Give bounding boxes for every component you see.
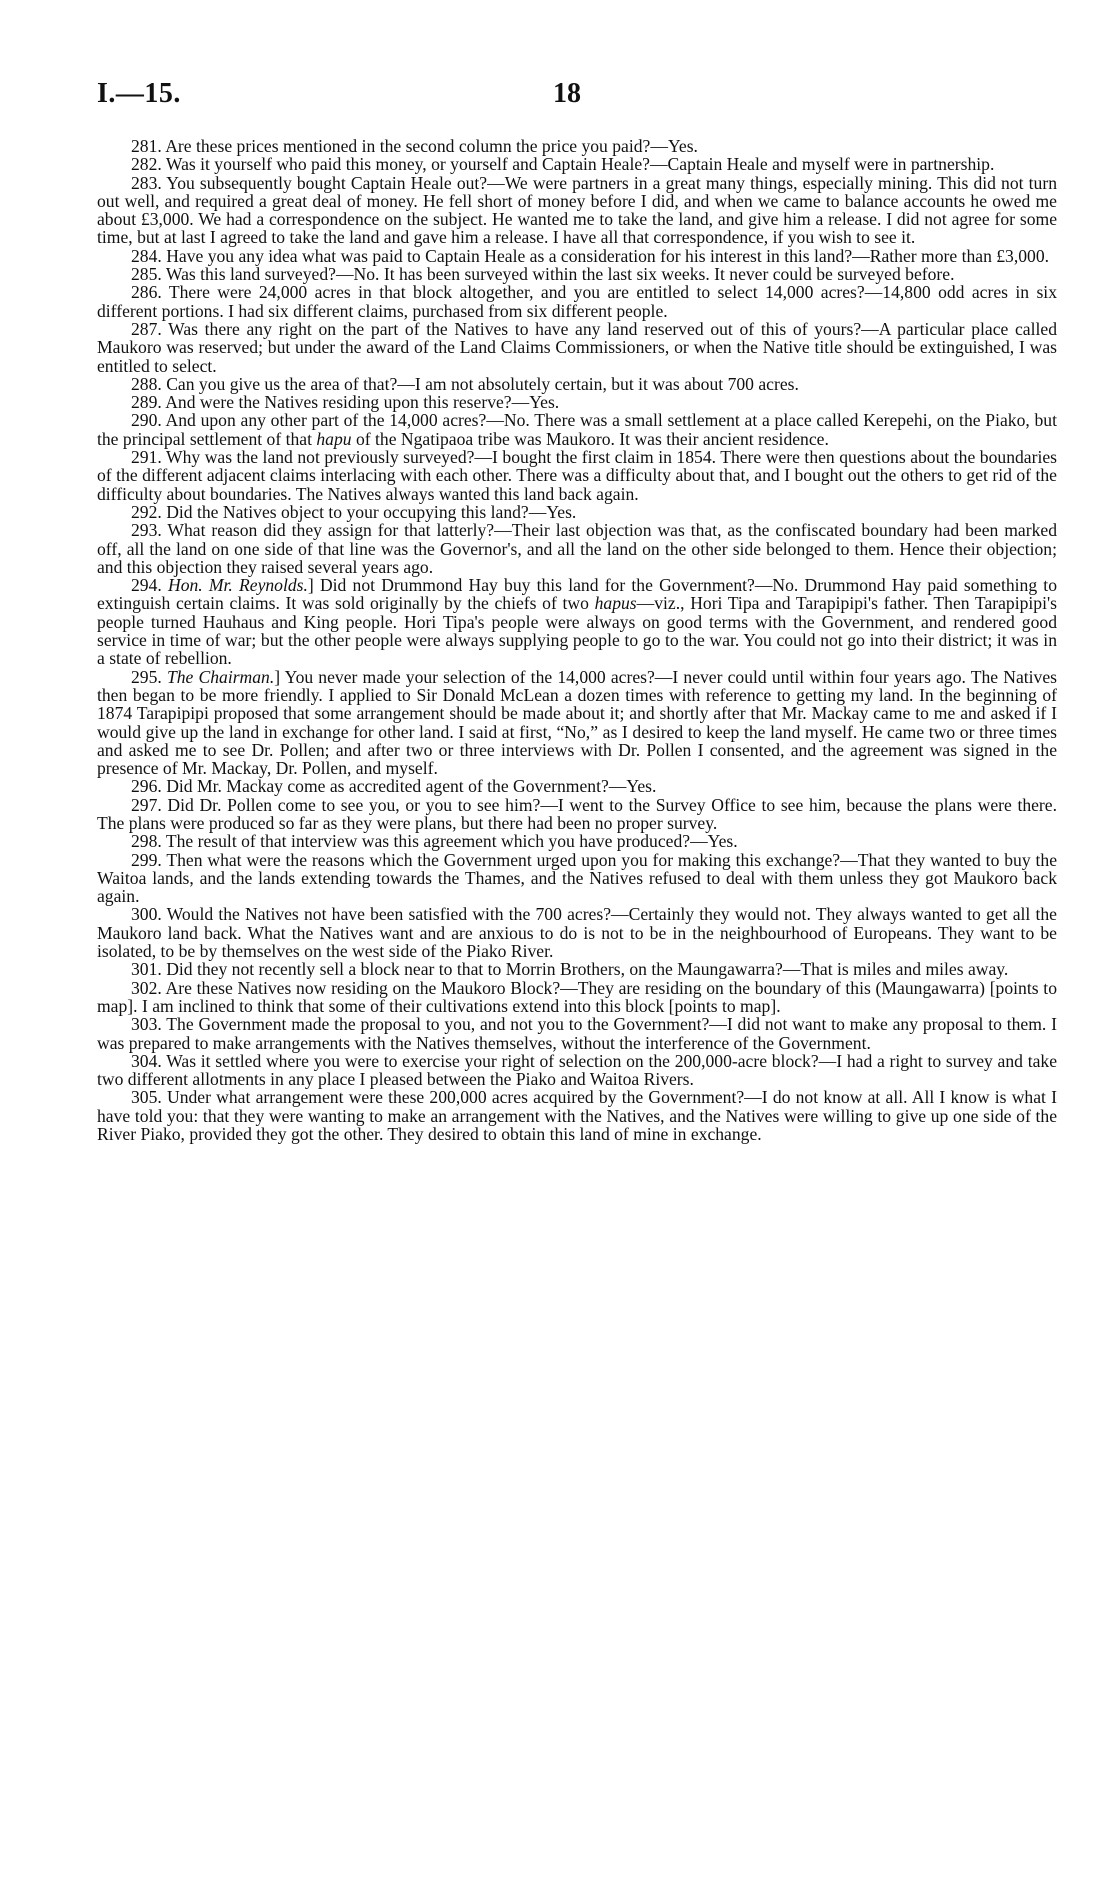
qa-paragraph [97,979,1057,1016]
paragraph-text: 292. Did the Natives object to your occupying this land?—Yes. [131,501,577,522]
italic-text: The Chairman. [166,666,275,687]
qa-paragraph [97,174,1057,247]
paragraph-text: 285. Was this land surveyed?—No. It has been surveyed within the last six weeks. It never could be surveyed before. [131,264,955,285]
paragraph-text: 304. Was it settled where you were to exercise your right of selection on the 200,000-acre block?—I had a right to survey and take two different allotments in any place I pleased between the Piako and Waitoa Rivers. [97,1050,1057,1090]
qa-paragraph [97,576,1057,667]
paragraph-text: ] You never made your selection of the 14,000 acres?—I never could until within four years ago. The Natives then began to be more friendly. I applied to Sir Donald McLean a dozen times with reference to getting my land. In the beginning of 1874 Tarapipipi proposed that some arrangement should be made about it; and shortly after that Mr. Mackay came to me and asked if I would give up the land in exchange for other land. I said at first, “No,” as I desired to keep the land myself. He came two or three times and asked me to see Dr. Pollen; and after two or three interviews with Dr. Pollen I consented, and the agreement was signed in the presence of Mr. Mackay, Dr. Pollen, and myself. [97,666,1058,779]
qa-paragraph [97,1088,1057,1143]
paragraph-text: 286. There were 24,000 acres in that block altogether, and you are entitled to select 14,000 acres?—14,800 odd acres in six different portions. I had six different claims, purchased from six different people. [97,282,1057,321]
italic-text: Hon. Mr. Reynolds. [167,575,308,596]
paragraph-text: 302. Are these Natives now residing on the Maukoro Block?—They are residing on the boundary of this (Maungawarra) [points to map]. I am inclined to think that some of their cultivations extend into this block [points to map]. [97,977,1057,1016]
qa-paragraph [97,320,1057,375]
paragraph-text: 305. Under what arrangement were these 200,000 acres acquired by the Government?—I do not know at all. All I know is what I have told you: that they were wanting to make an arrangement with the Natives, and the Natives were willing to give up one side of the River Piako, provided they got the other. They desired to obtain this land of mine in exchange. [97,1087,1057,1145]
qa-paragraph [97,448,1057,503]
qa-paragraph [97,905,1057,960]
qa-paragraph [97,832,1057,850]
document-body [97,137,1057,1143]
qa-paragraph [97,777,1057,795]
qa-paragraph [97,851,1057,906]
paragraph-text: 281. Are these prices mentioned in the second column the price you paid?—Yes. [131,136,698,156]
paragraph-text: 293. What reason did they assign for that latterly?—Their last objection was that, as the confiscated boundary had been marked off, all the land on one side of that line was the Governor's, and all the land on the other side belonged to them. Hence their objection; and this objection they raised several years ago. [97,520,1057,577]
paragraph-text: of the Ngatipaoa tribe was Maukoro. It was their ancient residence. [351,428,829,449]
paragraph-text: ] Did not Drummond Hay buy this land for the Government?—No. Drummond Hay paid something to extinguish certain claims. It was sold originally by the chiefs of two [97,575,1057,614]
paragraph-text: 294. [131,575,168,596]
paragraph-text: 299. Then what were the reasons which the Government urged upon you for making this exchange?—That they wanted to buy the Waitoa lands, and the lands extending towards the Thames, and the Natives refused to deal with them unless they got Maukoro back again. [97,849,1057,907]
paragraph-text: 300. Would the Natives not have been satisfied with the 700 acres?—Certainly they would not. They always wanted to get all the Maukoro land back. What the Natives want and are anxious to do is not to be in the neighbourhood of Europeans. They want to be isolated, to be by themselves on the west side of the Piako River. [97,904,1057,962]
qa-paragraph [97,283,1057,320]
italic-text: hapu [316,428,352,449]
paragraph-text: 289. And were the Natives residing upon this reserve?—Yes. [131,392,560,413]
qa-paragraph [97,265,1057,283]
paragraph-text: 297. Did Dr. Pollen come to see you, or you to see him?—I went to the Survey Office to see him, because the plans were there. The plans were produced so far as they were plans, but there had been no proper survey. [97,794,1057,833]
qa-paragraph [97,375,1057,393]
paragraph-text: 291. Why was the land not previously surveyed?—I bought the first claim in 1854. There were then questions about the boundaries of the different adjacent claims interlacing with each other. There was a difficulty about that, and I bought out the others to get rid of the difficulty about boundaries. The Natives always wanted this land back again. [97,447,1057,504]
paragraph-text: 287. Was there any right on the part of the Natives to have any land reserved out of this of yours?—A particular place called Maukoro was reserved; but under the award of the Land Claims Commissioners, or when the Native title should be extinguished, I was entitled to select. [97,318,1057,376]
qa-paragraph [97,155,1057,173]
qa-paragraph [97,960,1057,978]
paragraph-text: —viz., Hori Tipa and Tarapipipi's father. Then Tarapipipi's people turned Hauhaus and King people. Hori Tipa's people were always on good terms with the Government, and rendered good service in time of war; but the other people were always supplying people to go to the war. You could not go into their district; it was in a state of rebellion. [97,593,1057,669]
paragraph-text: 296. Did Mr. Mackay come as accredited agent of the Government?—Yes. [131,776,657,797]
qa-paragraph [97,521,1057,576]
italic-text: hapus [594,593,637,614]
paragraph-text: 301. Did they not recently sell a block near to that to Morrin Brothers, on the Maungawarra?—That is miles and miles away. [131,959,1009,980]
document-reference: I.—15. [97,78,181,109]
paragraph-text: 283. You subsequently bought Captain Heale out?—We were partners in a great many things, especially mining. This did not turn out well, and required a great deal of money. He fell short of money before I did, and when we came to balance accounts he owed me about £3,000. We had a correspondence on the subject. He wanted me to take the land, and give him a release. I did not agree for some time, but at last I agreed to take the land and gave him a release. I have all that correspondence, if you wish to see it. [97,172,1057,248]
paragraph-text: 298. The result of that interview was this agreement which you have produced?—Yes. [131,831,738,852]
qa-paragraph [97,137,1057,155]
qa-paragraph [97,1015,1057,1052]
paragraph-text: 284. Have you any idea what was paid to Captain Heale as a consideration for his interest in this land?—Rather more than £3,000. [131,245,1050,266]
qa-paragraph [97,393,1057,411]
paragraph-text: 303. The Government made the proposal to you, and not you to the Government?—I did not want to make any proposal to them. I was prepared to make arrangements with the Natives themselves, without the interference of the Government. [97,1014,1057,1053]
paragraph-text: 282. Was it yourself who paid this money, or yourself and Captain Heale?—Captain Heale and myself were in partnership. [131,154,995,175]
qa-paragraph [97,1052,1057,1089]
qa-paragraph [97,796,1057,833]
qa-paragraph [97,411,1057,448]
page-header [97,78,1057,114]
qa-paragraph [97,668,1057,778]
paragraph-text: 288. Can you give us the area of that?—I am not absolutely certain, but it was about 700 acres. [131,373,799,394]
page-number: 18 [553,78,581,109]
paragraph-text: 295. [131,666,167,687]
qa-paragraph [97,247,1057,265]
qa-paragraph [97,503,1057,521]
paragraph-text: 290. And upon any other part of the 14,000 acres?—No. There was a small settlement at a place called Kerepehi, on the Piako, but the principal settlement of that [97,410,1057,449]
